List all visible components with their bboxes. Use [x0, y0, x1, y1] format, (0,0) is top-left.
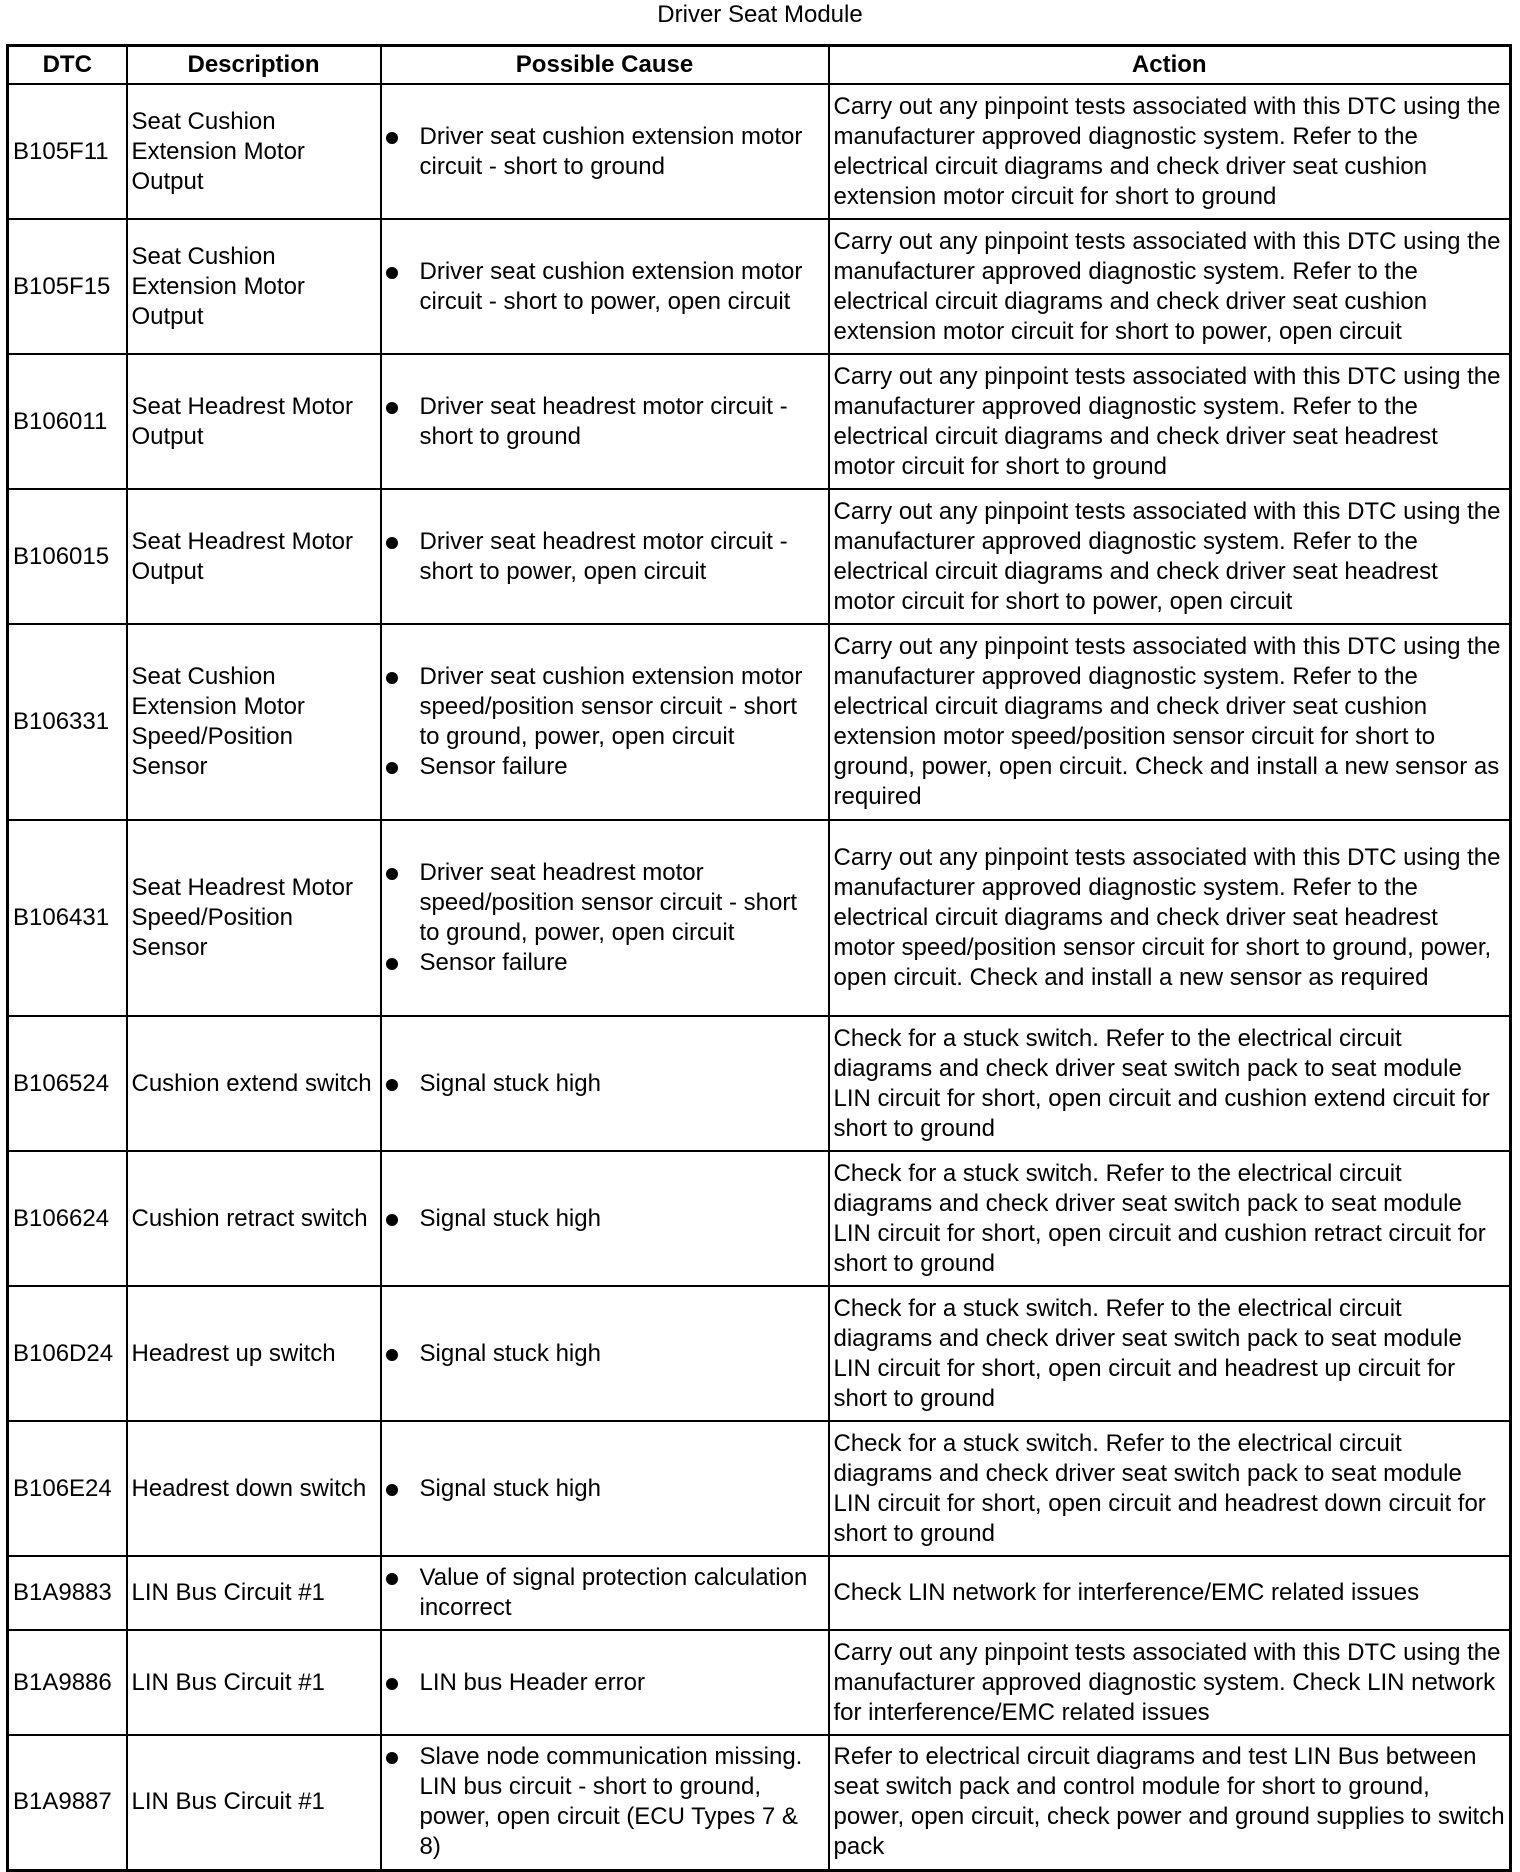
action-text: Carry out any pinpoint tests associated with this DTC using the manufacturer approved diagnostic system. Refer to the electrical circuit diagrams and check driver seat headrest motor speed/position sensor circuit for short to ground, power, open circuit. Check and install a new sensor as required — [829, 820, 1511, 1016]
bullet-icon — [386, 1484, 398, 1496]
dtc-code: B106524 — [8, 1016, 127, 1151]
dtc-code: B1A9886 — [8, 1630, 127, 1735]
column-header-possible-cause: Possible Cause — [381, 46, 829, 85]
dtc-code: B106624 — [8, 1151, 127, 1286]
bullet-icon — [386, 1573, 398, 1585]
dtc-description: Seat Headrest Motor Speed/Position Sensor — [127, 820, 381, 1016]
possible-cause-item — [386, 1742, 824, 1862]
dtc-description: Headrest up switch — [127, 1286, 381, 1421]
table-row — [8, 1421, 1511, 1556]
possible-cause-item — [386, 527, 824, 587]
dtc-code: B106015 — [8, 489, 127, 624]
possible-cause-text: LIN bus Header error — [419, 1668, 645, 1696]
dtc-code: B105F11 — [8, 84, 127, 219]
possible-cause-text: Driver seat headrest motor circuit - short to ground — [419, 392, 788, 450]
dtc-code: B106E24 — [8, 1421, 127, 1556]
possible-cause-list — [386, 1668, 824, 1698]
dtc-table — [6, 44, 1512, 1872]
bullet-icon — [386, 672, 398, 684]
table-row — [8, 84, 1511, 219]
possible-cause-cell — [381, 84, 829, 219]
possible-cause-list — [386, 1069, 824, 1099]
action-text: Check for a stuck switch. Refer to the electrical circuit diagrams and check driver seat switch pack to seat module LIN circuit for short, open circuit and headrest down circuit for short to ground — [829, 1421, 1511, 1556]
possible-cause-cell — [381, 1016, 829, 1151]
possible-cause-text: Driver seat headrest motor circuit - short to power, open circuit — [419, 527, 788, 585]
possible-cause-text: Driver seat cushion extension motor circuit - short to power, open circuit — [419, 257, 803, 315]
possible-cause-list — [386, 1204, 824, 1234]
bullet-icon — [386, 1214, 398, 1226]
possible-cause-item — [386, 1204, 824, 1234]
bullet-icon — [386, 1752, 398, 1764]
possible-cause-text: Signal stuck high — [419, 1474, 601, 1502]
possible-cause-list — [386, 662, 824, 782]
action-text: Carry out any pinpoint tests associated with this DTC using the manufacturer approved diagnostic system. Refer to the electrical circuit diagrams and check driver seat headrest motor circuit for short to ground — [829, 354, 1511, 489]
dtc-description: Seat Headrest Motor Output — [127, 354, 381, 489]
bullet-icon — [386, 868, 398, 880]
possible-cause-item — [386, 1668, 824, 1698]
possible-cause-text: Value of signal protection calculation incorrect — [419, 1564, 808, 1621]
possible-cause-cell — [381, 354, 829, 489]
possible-cause-list — [386, 1742, 824, 1862]
possible-cause-text: Driver seat cushion extension motor circuit - short to ground — [419, 122, 803, 180]
dtc-code: B106331 — [8, 624, 127, 820]
bullet-icon — [386, 402, 398, 414]
possible-cause-cell — [381, 1421, 829, 1556]
possible-cause-list — [386, 1563, 824, 1623]
dtc-code: B106431 — [8, 820, 127, 1016]
table-row — [8, 1016, 1511, 1151]
possible-cause-cell — [381, 1151, 829, 1286]
possible-cause-cell — [381, 1630, 829, 1735]
possible-cause-list — [386, 257, 824, 317]
action-text: Carry out any pinpoint tests associated with this DTC using the manufacturer approved diagnostic system. Refer to the electrical circuit diagrams and check driver seat headrest motor circuit for short to power, open circuit — [829, 489, 1511, 624]
table-row — [8, 624, 1511, 820]
possible-cause-item — [386, 1069, 824, 1099]
action-text: Refer to electrical circuit diagrams and test LIN Bus between seat switch pack and control module for short to ground, power, open circuit, check power and ground supplies to switch pack — [829, 1735, 1511, 1870]
possible-cause-text: Sensor failure — [419, 949, 568, 976]
table-row — [8, 489, 1511, 624]
bullet-icon — [386, 1079, 398, 1091]
dtc-code: B106D24 — [8, 1286, 127, 1421]
action-text: Check for a stuck switch. Refer to the electrical circuit diagrams and check driver seat switch pack to seat module LIN circuit for short, open circuit and cushion extend circuit for short to ground — [829, 1016, 1511, 1151]
bullet-icon — [386, 267, 398, 279]
possible-cause-cell — [381, 820, 829, 1016]
column-header-dtc: DTC — [8, 46, 127, 85]
table-row — [8, 1151, 1511, 1286]
possible-cause-cell — [381, 219, 829, 354]
possible-cause-item — [386, 752, 824, 782]
action-text: Check for a stuck switch. Refer to the electrical circuit diagrams and check driver seat switch pack to seat module LIN circuit for short, open circuit and cushion retract circuit for short to ground — [829, 1151, 1511, 1286]
possible-cause-text: Signal stuck high — [419, 1204, 601, 1232]
bullet-icon — [386, 762, 398, 774]
dtc-description: Cushion extend switch — [127, 1016, 381, 1151]
action-text: Check for a stuck switch. Refer to the electrical circuit diagrams and check driver seat switch pack to seat module LIN circuit for short, open circuit and headrest up circuit for short to ground — [829, 1286, 1511, 1421]
possible-cause-text: Signal stuck high — [419, 1339, 601, 1367]
page-title: Driver Seat Module — [657, 1, 863, 28]
dtc-code: B106011 — [8, 354, 127, 489]
dtc-description: LIN Bus Circuit #1 — [127, 1630, 381, 1735]
possible-cause-text: Signal stuck high — [419, 1069, 601, 1097]
bullet-icon — [386, 1349, 398, 1361]
dtc-code: B1A9887 — [8, 1735, 127, 1870]
action-text: Carry out any pinpoint tests associated with this DTC using the manufacturer approved diagnostic system. Check LIN network for interference/EMC related issues — [829, 1630, 1511, 1735]
table-body — [8, 84, 1511, 1870]
column-header-description: Description — [127, 46, 381, 85]
possible-cause-item — [386, 948, 824, 978]
table-row — [8, 1630, 1511, 1735]
bullet-icon — [386, 1678, 398, 1690]
possible-cause-cell — [381, 1735, 829, 1870]
bullet-icon — [386, 537, 398, 549]
possible-cause-item — [386, 858, 824, 948]
dtc-description: Cushion retract switch — [127, 1151, 381, 1286]
dtc-description: Seat Cushion Extension Motor Output — [127, 84, 381, 219]
table-row — [8, 219, 1511, 354]
action-text: Check LIN network for interference/EMC related issues — [829, 1556, 1511, 1630]
possible-cause-item — [386, 662, 824, 752]
dtc-code: B1A9883 — [8, 1556, 127, 1630]
table-header-row — [8, 46, 1511, 85]
bullet-icon — [386, 132, 398, 144]
action-text: Carry out any pinpoint tests associated with this DTC using the manufacturer approved diagnostic system. Refer to the electrical circuit diagrams and check driver seat cushion extension motor circuit for short to power, open circuit — [829, 219, 1511, 354]
possible-cause-item — [386, 1563, 824, 1623]
dtc-description: LIN Bus Circuit #1 — [127, 1556, 381, 1630]
table-row — [8, 354, 1511, 489]
possible-cause-item — [386, 392, 824, 452]
possible-cause-list — [386, 392, 824, 452]
possible-cause-text: Driver seat cushion extension motor speed/position sensor circuit - short to ground, power, open circuit — [419, 663, 803, 750]
action-text: Carry out any pinpoint tests associated with this DTC using the manufacturer approved diagnostic system. Refer to the electrical circuit diagrams and check driver seat cushion extension motor circuit for short to ground — [829, 84, 1511, 219]
possible-cause-text: Sensor failure — [419, 753, 568, 780]
possible-cause-item — [386, 257, 824, 317]
table-row — [8, 1556, 1511, 1630]
possible-cause-item — [386, 1474, 824, 1504]
possible-cause-item — [386, 122, 824, 182]
possible-cause-cell — [381, 1556, 829, 1630]
table-row — [8, 820, 1511, 1016]
dtc-description: Seat Headrest Motor Output — [127, 489, 381, 624]
dtc-code: B105F15 — [8, 219, 127, 354]
possible-cause-list — [386, 122, 824, 182]
table-row — [8, 1735, 1511, 1870]
table-row — [8, 1286, 1511, 1421]
possible-cause-cell — [381, 1286, 829, 1421]
dtc-description: Seat Cushion Extension Motor Output — [127, 219, 381, 354]
column-header-action: Action — [829, 46, 1511, 85]
dtc-description: LIN Bus Circuit #1 — [127, 1735, 381, 1870]
possible-cause-cell — [381, 624, 829, 820]
dtc-description: Headrest down switch — [127, 1421, 381, 1556]
possible-cause-cell — [381, 489, 829, 624]
dtc-description: Seat Cushion Extension Motor Speed/Position Sensor — [127, 624, 381, 820]
possible-cause-text: Driver seat headrest motor speed/position sensor circuit - short to ground, power, open circuit — [419, 859, 798, 946]
possible-cause-list — [386, 1339, 824, 1369]
bullet-icon — [386, 958, 398, 970]
possible-cause-text: Slave node communication missing. LIN bus circuit - short to ground, power, open circuit (ECU Types 7 & 8) — [419, 1743, 803, 1861]
possible-cause-list — [386, 527, 824, 587]
action-text: Carry out any pinpoint tests associated with this DTC using the manufacturer approved diagnostic system. Refer to the electrical circuit diagrams and check driver seat cushion extension motor speed/position sensor circuit for short to ground, power, open circuit. Check and install a new sensor as required — [829, 624, 1511, 820]
possible-cause-list — [386, 858, 824, 978]
possible-cause-list — [386, 1474, 824, 1504]
possible-cause-item — [386, 1339, 824, 1369]
